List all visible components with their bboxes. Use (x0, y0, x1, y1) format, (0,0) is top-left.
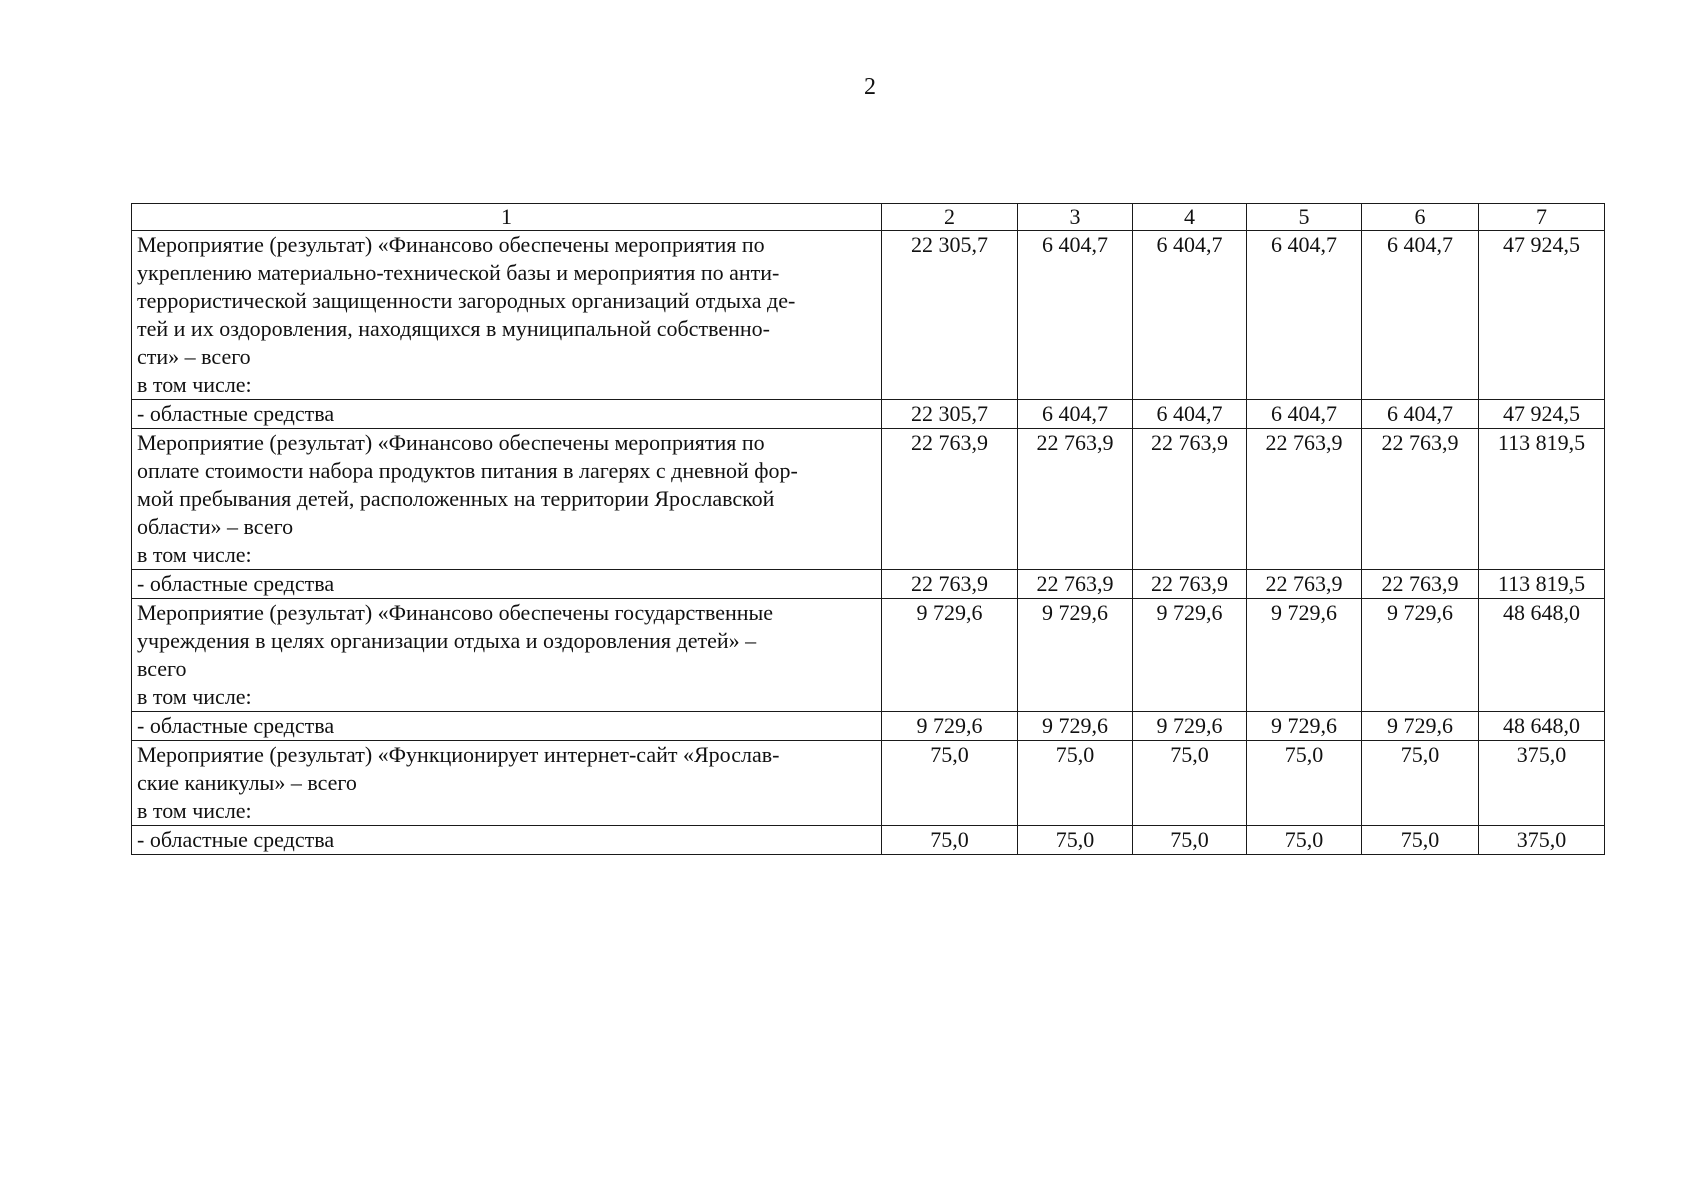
description-line: ские каникулы» – всего (137, 770, 357, 795)
description-line: Мероприятие (результат) «Финансово обеспечены мероприятия по (137, 430, 765, 455)
value-cell: 48 648,0 (1479, 712, 1605, 741)
regional-funds-row (132, 400, 1605, 429)
description-line: сти» – всего (137, 344, 251, 369)
value-cell: 22 763,9 (882, 429, 1018, 570)
row-description (132, 599, 882, 712)
column-header: 4 (1133, 204, 1247, 231)
value-cell: 22 763,9 (1362, 570, 1479, 599)
value-cell: 9 729,6 (882, 599, 1018, 712)
description-line: в том числе: (137, 684, 252, 709)
description-line: укреплению материально-технической базы и мероприятия по анти- (137, 260, 780, 285)
description-line: - областные средства (137, 827, 335, 852)
value-cell: 22 763,9 (1018, 429, 1133, 570)
table-body (132, 231, 1605, 855)
description-line: террористической защищенности загородных организаций отдыха де- (137, 288, 796, 313)
column-header: 3 (1018, 204, 1133, 231)
value-cell: 22 305,7 (882, 231, 1018, 400)
row-description (132, 712, 882, 741)
description-line: в том числе: (137, 798, 252, 823)
value-cell: 47 924,5 (1479, 231, 1605, 400)
value-cell: 47 924,5 (1479, 400, 1605, 429)
value-cell: 9 729,6 (1133, 599, 1247, 712)
value-cell: 22 763,9 (1018, 570, 1133, 599)
value-cell: 6 404,7 (1133, 231, 1247, 400)
value-cell: 6 404,7 (1133, 400, 1247, 429)
value-cell: 22 305,7 (882, 400, 1018, 429)
row-description (132, 400, 882, 429)
page-number: 2 (864, 74, 876, 100)
description-line: - областные средства (137, 401, 335, 426)
regional-funds-row (132, 826, 1605, 855)
value-cell: 9 729,6 (882, 712, 1018, 741)
regional-funds-row (132, 712, 1605, 741)
value-cell: 75,0 (1362, 741, 1479, 826)
description-line: учреждения в целях организации отдыха и оздоровления детей» – (137, 628, 757, 653)
value-cell: 6 404,7 (1362, 400, 1479, 429)
value-cell: 375,0 (1479, 741, 1605, 826)
column-header: 2 (882, 204, 1018, 231)
value-cell: 75,0 (1018, 741, 1133, 826)
value-cell: 9 729,6 (1133, 712, 1247, 741)
value-cell: 75,0 (882, 826, 1018, 855)
description-line: Мероприятие (результат) «Финансово обеспечены мероприятия по (137, 232, 765, 257)
column-header: 6 (1362, 204, 1479, 231)
value-cell: 375,0 (1479, 826, 1605, 855)
value-cell: 6 404,7 (1362, 231, 1479, 400)
value-cell: 9 729,6 (1018, 599, 1133, 712)
row-description (132, 429, 882, 570)
column-header: 7 (1479, 204, 1605, 231)
description-line: - областные средства (137, 571, 335, 596)
value-cell: 22 763,9 (882, 570, 1018, 599)
value-cell: 9 729,6 (1362, 599, 1479, 712)
row-description (132, 570, 882, 599)
value-cell: 9 729,6 (1247, 712, 1362, 741)
value-cell: 75,0 (1018, 826, 1133, 855)
activity-row (132, 429, 1605, 570)
value-cell: 6 404,7 (1247, 400, 1362, 429)
value-cell: 9 729,6 (1018, 712, 1133, 741)
activity-row (132, 231, 1605, 400)
activity-row (132, 599, 1605, 712)
activity-row (132, 741, 1605, 826)
value-cell: 75,0 (1247, 826, 1362, 855)
description-line: Мероприятие (результат) «Функционирует интернет-сайт «Ярослав- (137, 742, 780, 767)
column-number-row (132, 204, 1605, 231)
value-cell: 22 763,9 (1133, 570, 1247, 599)
value-cell: 9 729,6 (1247, 599, 1362, 712)
description-line: в том числе: (137, 372, 252, 397)
description-line: тей и их оздоровления, находящихся в муниципальной собственно- (137, 316, 770, 341)
value-cell: 9 729,6 (1362, 712, 1479, 741)
value-cell: 75,0 (1133, 826, 1247, 855)
budget-table (131, 203, 1605, 855)
value-cell: 75,0 (1133, 741, 1247, 826)
value-cell: 6 404,7 (1018, 400, 1133, 429)
regional-funds-row (132, 570, 1605, 599)
column-header: 5 (1247, 204, 1362, 231)
description-line: всего (137, 656, 187, 681)
value-cell: 22 763,9 (1133, 429, 1247, 570)
value-cell: 22 763,9 (1247, 570, 1362, 599)
row-description (132, 231, 882, 400)
value-cell: 48 648,0 (1479, 599, 1605, 712)
column-header: 1 (132, 204, 882, 231)
value-cell: 22 763,9 (1247, 429, 1362, 570)
value-cell: 22 763,9 (1362, 429, 1479, 570)
description-line: Мероприятие (результат) «Финансово обеспечены государственные (137, 600, 774, 625)
value-cell: 75,0 (1247, 741, 1362, 826)
value-cell: 6 404,7 (1247, 231, 1362, 400)
description-line: мой пребывания детей, расположенных на территории Ярославской (137, 486, 775, 511)
value-cell: 75,0 (882, 741, 1018, 826)
description-line: в том числе: (137, 542, 252, 567)
value-cell: 113 819,5 (1479, 570, 1605, 599)
value-cell: 113 819,5 (1479, 429, 1605, 570)
value-cell: 75,0 (1362, 826, 1479, 855)
row-description (132, 741, 882, 826)
description-line: - областные средства (137, 713, 335, 738)
description-line: оплате стоимости набора продуктов питания в лагерях с дневной фор- (137, 458, 798, 483)
description-line: области» – всего (137, 514, 294, 539)
value-cell: 6 404,7 (1018, 231, 1133, 400)
row-description (132, 826, 882, 855)
